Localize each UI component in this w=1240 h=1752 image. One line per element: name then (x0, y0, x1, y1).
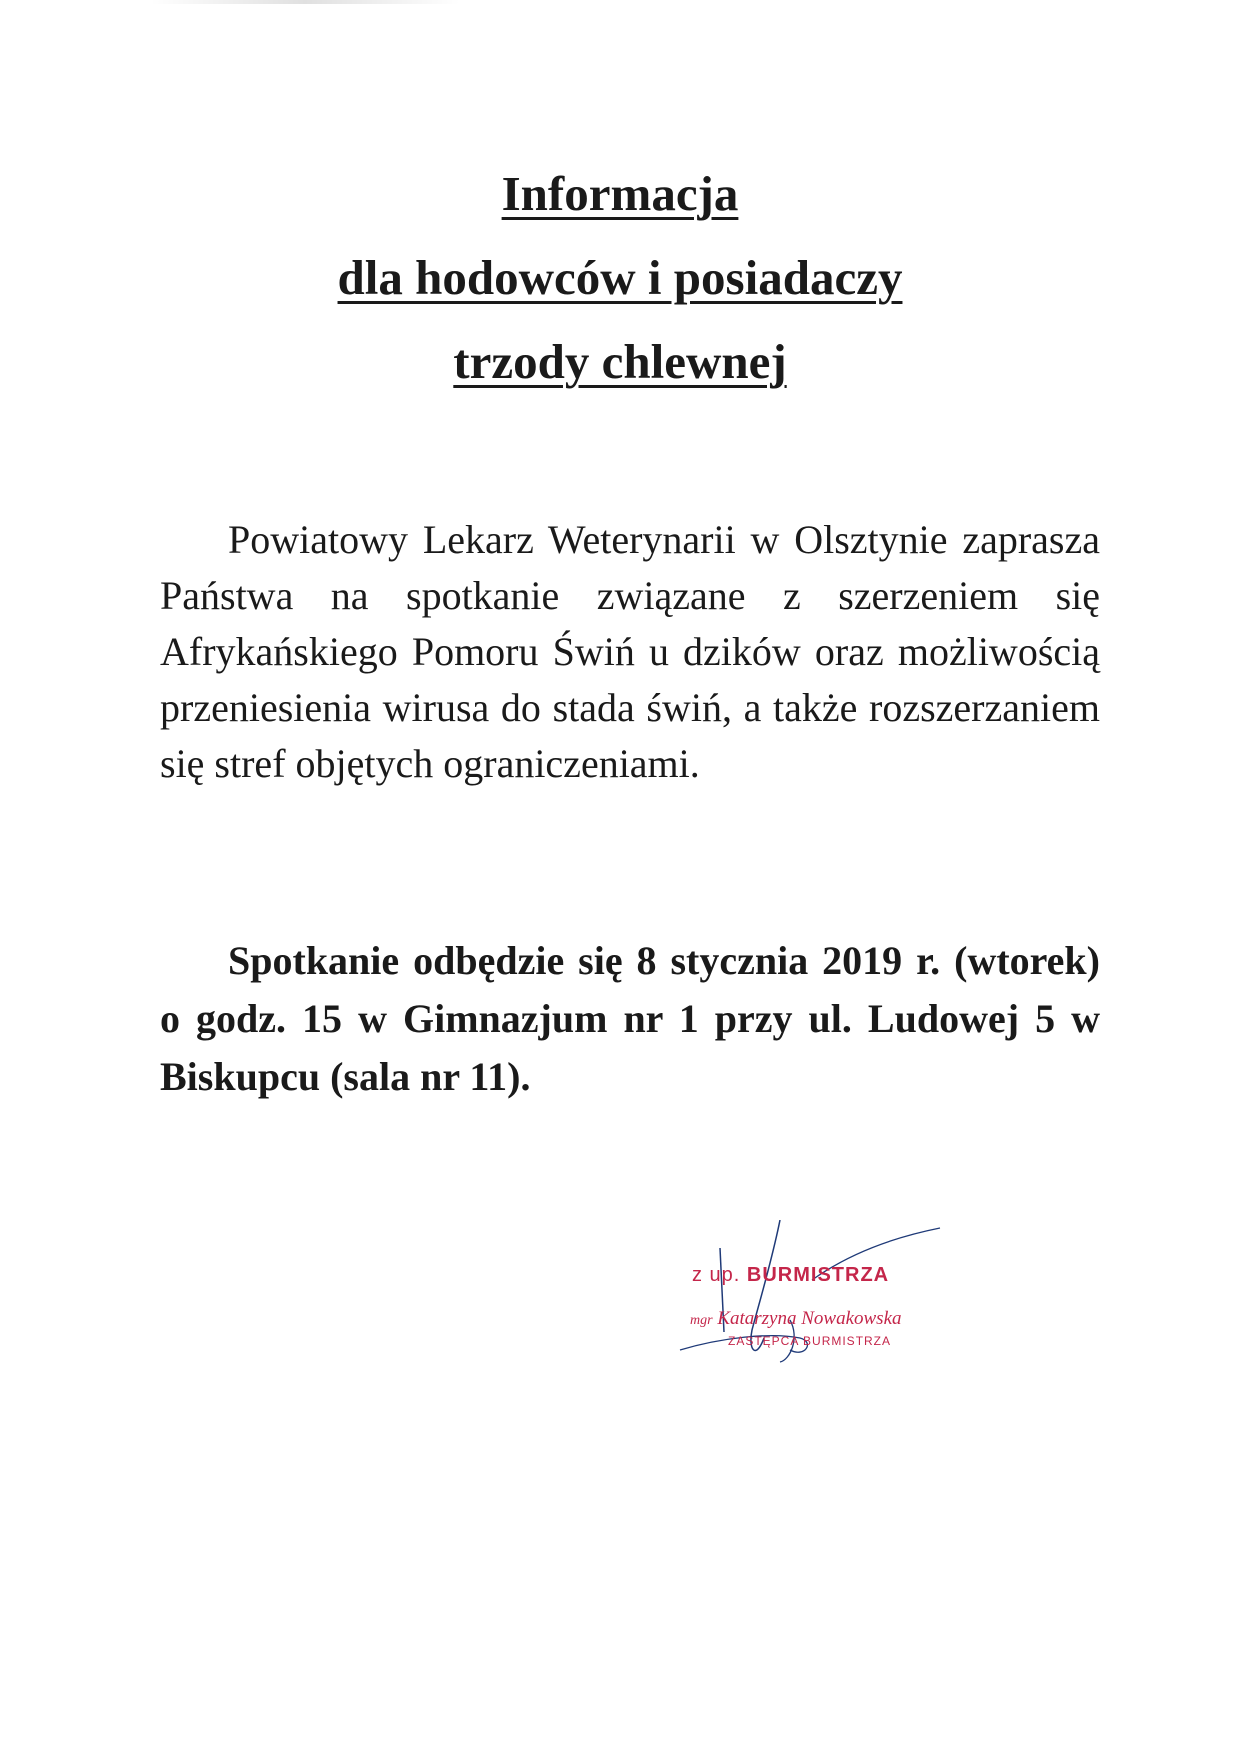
official-stamp (640, 1220, 960, 1370)
stamp-position: ZASTĘPCA BURMISTRZA (728, 1334, 892, 1348)
title-line-3: trzody chlewnej (453, 333, 787, 389)
document-title (0, 165, 1240, 416)
stamp-title: BURMISTRZA (746, 1264, 890, 1286)
stamp-name-text: Katarzyna Nowakowska (717, 1308, 902, 1329)
title-line-2: dla hodowców i posiadaczy (337, 249, 903, 305)
meeting-details: Spotkanie odbędzie się 8 stycznia 2019 r. (wtorek) o godz. 15 w Gimnazjum nr 1 przy ul. Ludowej 5 w Biskupcu (sala nr 11). (160, 938, 1100, 1099)
title-line-1: Informacja (501, 166, 739, 221)
stamp-prefix: z up. (692, 1264, 741, 1286)
scan-edge (150, 0, 460, 4)
stamp-name (690, 1308, 902, 1330)
invitation-paragraph: Powiatowy Lekarz Weterynarii w Olsztynie zaprasza Państwa na spotkanie związane z szerzeniem się Afrykańskiego Pomoru Świń u dzików oraz możliwością przeniesienia wirusa do stada świń, a także rozszerzaniem się stref objętych ograniczeniami. (160, 517, 1100, 786)
stamp-authority (692, 1264, 889, 1287)
stamp-name-prefix: mgr (690, 1313, 713, 1328)
